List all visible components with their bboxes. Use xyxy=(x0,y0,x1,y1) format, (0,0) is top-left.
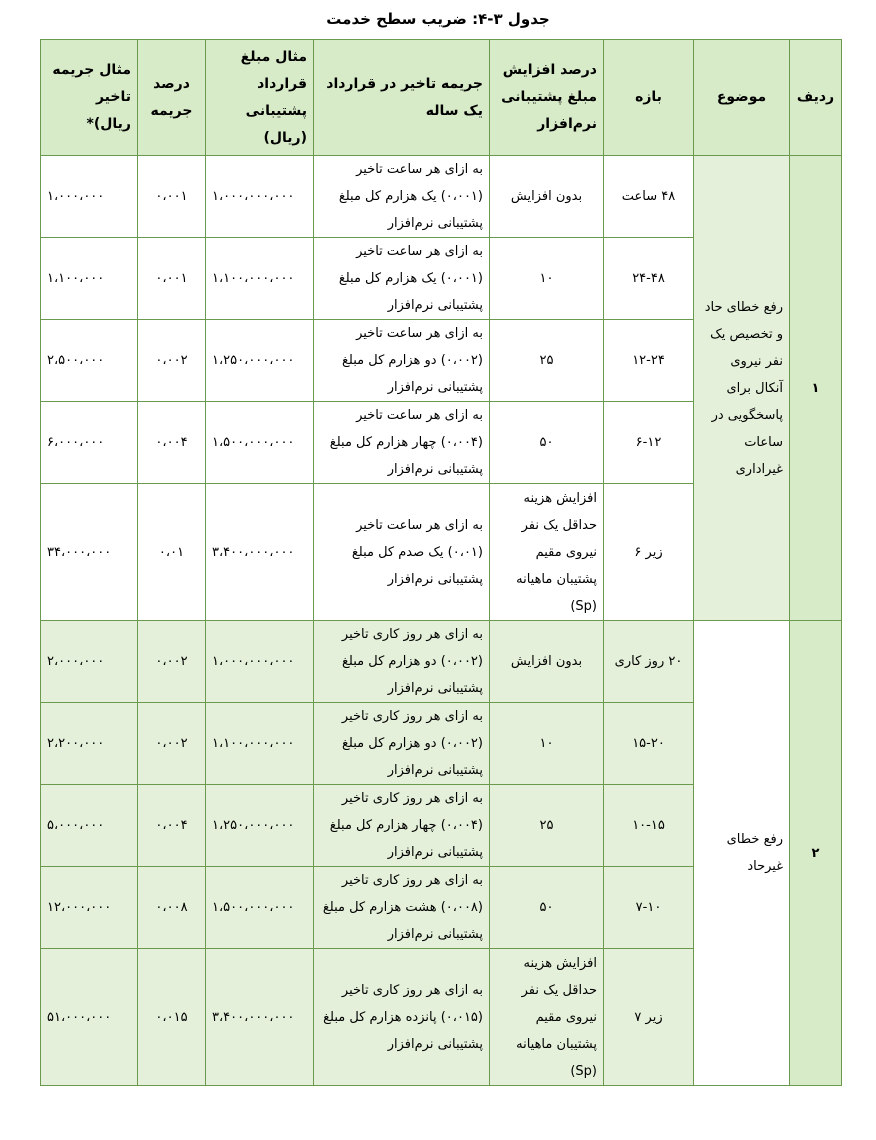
penalty-example-cell: ۵۱،۰۰۰،۰۰۰ xyxy=(41,949,138,1086)
contract-cell: ۱،۰۰۰،۰۰۰،۰۰۰ xyxy=(206,156,314,238)
range-cell: ۱۵-۲۰ xyxy=(604,703,694,785)
range-cell: ۱۰-۱۵ xyxy=(604,785,694,867)
range-cell: ۶-۱۲ xyxy=(604,402,694,484)
contract-cell: ۳،۴۰۰،۰۰۰،۰۰۰ xyxy=(206,484,314,621)
group-index: ۲ xyxy=(790,621,842,1086)
group-index: ۱ xyxy=(790,156,842,621)
increase-cell: بدون افزایش xyxy=(490,156,604,238)
penalty-desc-cell: به ازای هر ساعت تاخیر (۰،۰۱) یک صدم کل مبلغ پشتیبانی نرم‌افزار xyxy=(314,484,490,621)
penalty-desc-cell: به ازای هر روز کاری تاخیر (۰،۰۰۸) هشت هزارم کل مبلغ پشتیبانی نرم‌افزار xyxy=(314,867,490,949)
increase-cell: ۲۵ xyxy=(490,320,604,402)
increase-cell: ۱۰ xyxy=(490,238,604,320)
contract-cell: ۱،۲۵۰،۰۰۰،۰۰۰ xyxy=(206,320,314,402)
contract-cell: ۱،۰۰۰،۰۰۰،۰۰۰ xyxy=(206,621,314,703)
header-topic: موضوع xyxy=(694,40,790,156)
contract-cell: ۱،۲۵۰،۰۰۰،۰۰۰ xyxy=(206,785,314,867)
penalty-pct-cell: ۰،۰۰۲ xyxy=(138,703,206,785)
contract-cell: ۱،۵۰۰،۰۰۰،۰۰۰ xyxy=(206,402,314,484)
penalty-pct-cell: ۰،۰۱۵ xyxy=(138,949,206,1086)
penalty-pct-cell: ۰،۰۱ xyxy=(138,484,206,621)
header-penalty-pct: درصد جریمه xyxy=(138,40,206,156)
range-cell: ۴۸ ساعت xyxy=(604,156,694,238)
header-contract-example: مثال مبلغ قرارداد پشتیبانی (ریال) xyxy=(206,40,314,156)
penalty-pct-cell: ۰،۰۰۴ xyxy=(138,785,206,867)
contract-cell: ۱،۱۰۰،۰۰۰،۰۰۰ xyxy=(206,238,314,320)
increase-cell: ۲۵ xyxy=(490,785,604,867)
penalty-desc-cell: به ازای هر روز کاری تاخیر (۰،۰۱۵) پانزده هزارم کل مبلغ پشتیبانی نرم‌افزار xyxy=(314,949,490,1086)
penalty-pct-cell: ۰،۰۰۲ xyxy=(138,621,206,703)
table-caption: جدول ۳-۴: ضریب سطح خدمت xyxy=(326,10,550,28)
penalty-example-cell: ۱،۱۰۰،۰۰۰ xyxy=(41,238,138,320)
penalty-desc-cell: به ازای هر روز کاری تاخیر (۰،۰۰۲) دو هزارم کل مبلغ پشتیبانی نرم‌افزار xyxy=(314,621,490,703)
penalty-pct-cell: ۰،۰۰۴ xyxy=(138,402,206,484)
range-cell: ۷-۱۰ xyxy=(604,867,694,949)
increase-cell: افزایش هزینه حداقل یک نفر نیروی مقیم پشتیبان ماهیانه (Sp) xyxy=(490,949,604,1086)
header-row xyxy=(41,40,842,156)
penalty-example-cell: ۲،۲۰۰،۰۰۰ xyxy=(41,703,138,785)
contract-cell: ۳،۴۰۰،۰۰۰،۰۰۰ xyxy=(206,949,314,1086)
service-level-table xyxy=(40,39,842,1086)
penalty-example-cell: ۱،۰۰۰،۰۰۰ xyxy=(41,156,138,238)
penalty-example-cell: ۲،۰۰۰،۰۰۰ xyxy=(41,621,138,703)
penalty-desc-cell: به ازای هر روز کاری تاخیر (۰،۰۰۴) چهار هزارم کل مبلغ پشتیبانی نرم‌افزار xyxy=(314,785,490,867)
penalty-example-cell: ۵،۰۰۰،۰۰۰ xyxy=(41,785,138,867)
penalty-pct-cell: ۰،۰۰۱ xyxy=(138,238,206,320)
range-cell: ۱۲-۲۴ xyxy=(604,320,694,402)
group-topic: رفع خطای غیرحاد xyxy=(694,621,790,1086)
table-row xyxy=(41,621,842,703)
header-range: بازه xyxy=(604,40,694,156)
contract-cell: ۱،۱۰۰،۰۰۰،۰۰۰ xyxy=(206,703,314,785)
increase-cell: ۵۰ xyxy=(490,867,604,949)
penalty-example-cell: ۲،۵۰۰،۰۰۰ xyxy=(41,320,138,402)
increase-cell: ۵۰ xyxy=(490,402,604,484)
header-penalty-desc: جریمه تاخیر در قرارداد یک ساله xyxy=(314,40,490,156)
penalty-desc-cell: به ازای هر ساعت تاخیر (۰،۰۰۲) دو هزارم کل مبلغ پشتیبانی نرم‌افزار xyxy=(314,320,490,402)
header-row-index: ردیف xyxy=(790,40,842,156)
contract-cell: ۱،۵۰۰،۰۰۰،۰۰۰ xyxy=(206,867,314,949)
penalty-example-cell: ۳۴،۰۰۰،۰۰۰ xyxy=(41,484,138,621)
increase-cell: بدون افزایش xyxy=(490,621,604,703)
penalty-desc-cell: به ازای هر ساعت تاخیر (۰،۰۰۴) چهار هزارم کل مبلغ پشتیبانی نرم‌افزار xyxy=(314,402,490,484)
penalty-example-cell: ۶،۰۰۰،۰۰۰ xyxy=(41,402,138,484)
penalty-desc-cell: به ازای هر ساعت تاخیر (۰،۰۰۱) یک هزارم کل مبلغ پشتیبانی نرم‌افزار xyxy=(314,156,490,238)
range-cell: زیر ۶ xyxy=(604,484,694,621)
group-topic: رفع خطای حاد و تخصیص یک نفر نیروی آنکال برای پاسخگویی در ساعات غیراداری xyxy=(694,156,790,621)
penalty-pct-cell: ۰،۰۰۲ xyxy=(138,320,206,402)
increase-cell: افزایش هزینه حداقل یک نفر نیروی مقیم پشتیبان ماهیانه (Sp) xyxy=(490,484,604,621)
range-cell: زیر ۷ xyxy=(604,949,694,1086)
penalty-pct-cell: ۰،۰۰۸ xyxy=(138,867,206,949)
penalty-desc-cell: به ازای هر روز کاری تاخیر (۰،۰۰۲) دو هزارم کل مبلغ پشتیبانی نرم‌افزار xyxy=(314,703,490,785)
header-penalty-example: مثال جریمه تاخیر ریال)* xyxy=(41,40,138,156)
table-row xyxy=(41,156,842,238)
penalty-desc-cell: به ازای هر ساعت تاخیر (۰،۰۰۱) یک هزارم کل مبلغ پشتیبانی نرم‌افزار xyxy=(314,238,490,320)
range-cell: ۲۰ روز کاری xyxy=(604,621,694,703)
penalty-example-cell: ۱۲،۰۰۰،۰۰۰ xyxy=(41,867,138,949)
range-cell: ۲۴-۴۸ xyxy=(604,238,694,320)
header-increase: درصد افزایش مبلغ پشتیبانی نرم‌افزار xyxy=(490,40,604,156)
penalty-pct-cell: ۰،۰۰۱ xyxy=(138,156,206,238)
increase-cell: ۱۰ xyxy=(490,703,604,785)
